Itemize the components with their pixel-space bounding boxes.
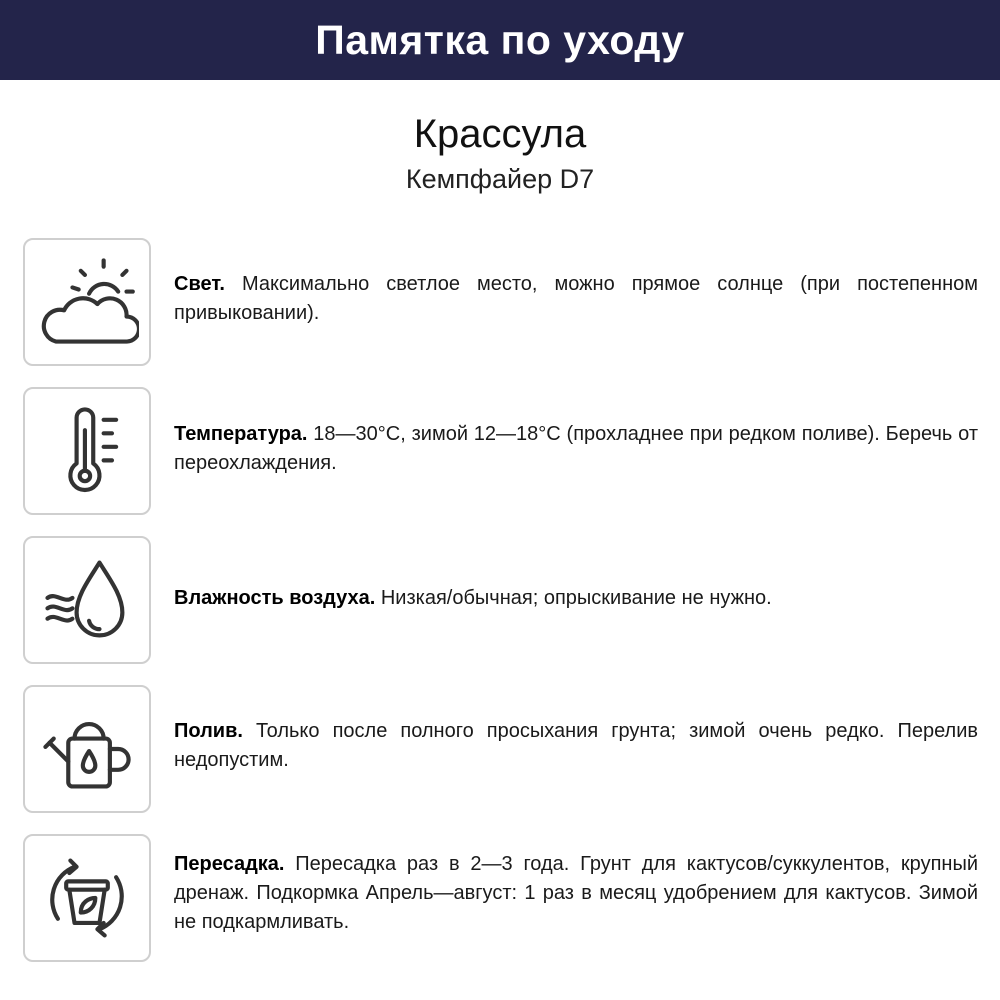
- care-item-light: [23, 238, 978, 366]
- care-item-text: [174, 717, 978, 775]
- care-item-description: Низкая/обычная; опрыскивание не нужно.: [375, 587, 772, 609]
- care-item-description: Только после полного просыхания грунта; зимой очень редко. Перелив недопустим.: [174, 720, 978, 771]
- header-bar: [0, 0, 1000, 80]
- care-item-label: Свет.: [174, 273, 225, 295]
- care-item-temperature: [23, 387, 978, 515]
- care-item-description: Максимально светлое место, можно прямое солнце (при постепенном привыковании).: [174, 273, 978, 324]
- thermometer-icon: [23, 387, 151, 515]
- care-item-description: 18—30°C, зимой 12—18°C (прохладнее при редком поливе). Беречь от переохлаждения.: [174, 423, 978, 474]
- care-item-text: [174, 584, 978, 613]
- care-item-text: [174, 420, 978, 478]
- humidity-drop-icon: [23, 536, 151, 664]
- page-title: Памятка по уходу: [315, 16, 685, 63]
- sun-cloud-icon: [23, 238, 151, 366]
- care-item-text: [174, 270, 978, 328]
- care-item-humidity: [23, 536, 978, 664]
- care-item-label: Пересадка.: [174, 853, 285, 875]
- care-item-repotting: [23, 834, 978, 962]
- plant-name: Крассула: [413, 112, 587, 156]
- care-item-label: Полив.: [174, 720, 243, 742]
- watering-can-icon: [23, 685, 151, 813]
- care-item-description: Пересадка раз в 2—3 года. Грунт для кактусов/суккулентов, крупный дренаж. Подкормка Апрель—август: 1 раз в месяц удобрением для кактусов. Зимой не подкармливать.: [174, 853, 978, 933]
- care-item-watering: [23, 685, 978, 813]
- repot-icon: [23, 834, 151, 962]
- care-item-text: [174, 850, 978, 937]
- care-item-label: Влажность воздуха.: [174, 587, 376, 609]
- care-item-label: Температура.: [174, 423, 308, 445]
- plant-variety: Кемпфайер D7: [405, 164, 595, 194]
